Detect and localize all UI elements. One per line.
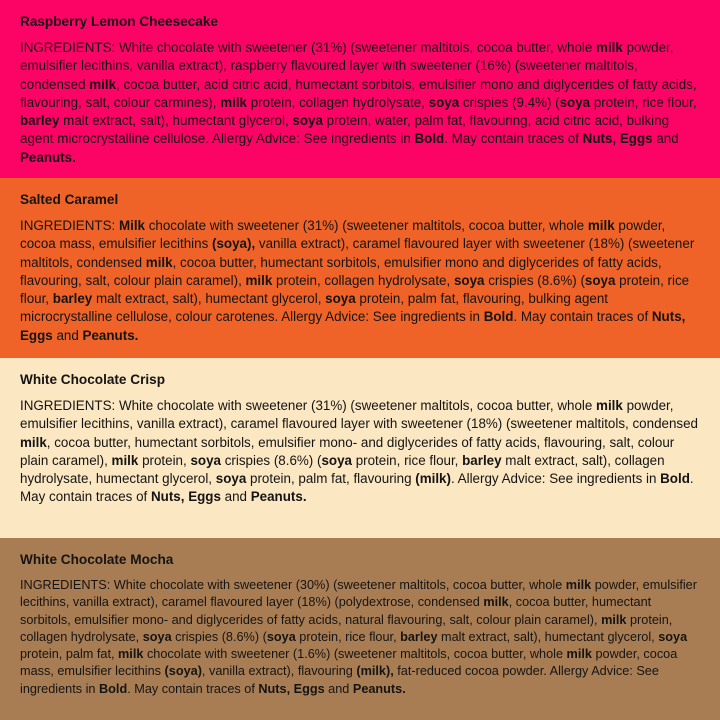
product-title: White Chocolate Mocha [20, 552, 174, 567]
ingredients-text [20, 39, 702, 167]
emphasized-ingredient: milk [20, 434, 47, 450]
emphasized-ingredient: soya [292, 113, 323, 129]
ingredient-run: INGREDIENTS: White chocolate with sweetener (31%) (sweetener maltitols, cocoa butter, whole [20, 398, 597, 413]
emphasized-ingredient: milk [596, 40, 623, 55]
emphasized-ingredient: Peanuts. [20, 149, 76, 165]
ingredient-run: protein, collagen hydrolysate, [247, 94, 429, 110]
emphasized-ingredient: Nuts, Eggs [258, 681, 325, 696]
ingredient-run: fat-reduced cocoa powder. Allergy Advice: See ingredients in [20, 664, 659, 696]
ingredient-run: protein, palm fat, flavouring, bulking agent microcrystalline cellulose, colour carotenes. Allergy Advice: See ingredients in [20, 291, 609, 325]
emphasized-ingredient: barley [400, 629, 438, 644]
ingredient-run: powder, cocoa mass, emulsifier lecithins [20, 647, 678, 679]
ingredient-run: INGREDIENTS: White chocolate with sweetener (30%) (sweetener maltitols, cocoa butter, whole [20, 578, 566, 592]
product-title: Raspberry Lemon Cheesecake [20, 14, 218, 29]
emphasized-ingredient: milk [596, 398, 623, 413]
emphasized-ingredient: milk [566, 647, 592, 662]
emphasized-ingredient: soya [190, 452, 221, 468]
product-title: Salted Caramel [20, 192, 119, 207]
ingredient-run: chocolate with sweetener (1.6%) (sweetener maltitols, cocoa butter, whole [143, 647, 567, 662]
ingredient-run: and [652, 131, 679, 147]
panel-salted-caramel [0, 178, 720, 358]
emphasized-ingredient: Bold [483, 309, 514, 325]
emphasized-ingredient: Peanuts. [82, 327, 139, 343]
ingredient-run: crispies (8.6%) ( [220, 452, 322, 468]
emphasized-ingredient: milk [118, 647, 144, 662]
ingredient-run: protein, palm fat, flavouring [246, 471, 416, 487]
ingredient-run: , cocoa butter, humectant sorbitols, emulsifier mono and diglycerides of fatty acids, flavouring, salt, colour plain caramel), [20, 254, 662, 288]
emphasized-ingredient: (milk), [356, 664, 394, 679]
emphasized-ingredient: barley [20, 113, 60, 129]
ingredient-run: , vanilla extract), flavouring [201, 664, 357, 679]
emphasized-ingredient: Peanuts. [352, 681, 406, 696]
emphasized-ingredient: soya [453, 272, 485, 288]
emphasized-ingredient: barley [462, 452, 502, 468]
ingredient-run: crispies (8.6%) ( [171, 629, 267, 644]
ingredient-run: and [220, 489, 251, 505]
ingredient-run: protein, [138, 452, 191, 468]
emphasized-ingredient: milk [220, 94, 247, 110]
ingredient-run: crispies (9.4%) ( [459, 94, 560, 110]
emphasized-ingredient: milk [89, 76, 117, 92]
ingredient-run: protein, palm fat, [20, 647, 119, 662]
emphasized-ingredient: Bold [414, 131, 445, 147]
ingredient-run: malt extract, salt), collagen hydrolysate, humectant glycerol, [20, 452, 665, 487]
emphasized-ingredient: Nuts, Eggs [20, 309, 686, 343]
emphasized-ingredient: soya [658, 629, 688, 644]
emphasized-ingredient: soya [142, 629, 172, 644]
ingredient-run: . May contain traces of [127, 681, 259, 696]
emphasized-ingredient: barley [52, 291, 93, 307]
ingredient-run: crispies (8.6%) ( [484, 272, 585, 288]
emphasized-ingredient: soya [428, 94, 460, 110]
emphasized-ingredient: soya [325, 291, 356, 307]
emphasized-ingredient: soya [266, 629, 296, 644]
ingredient-run: chocolate with sweetener (31%) (sweetener maltitols, cocoa butter, whole [145, 218, 588, 233]
ingredient-run: malt extract, salt), humectant glycerol, [437, 629, 659, 644]
emphasized-ingredient: Milk [118, 218, 145, 233]
emphasized-ingredient: Nuts, Eggs [582, 131, 653, 147]
ingredient-run: malt extract, salt), humectant glycerol, [92, 291, 326, 307]
panel-raspberry-lemon-cheesecake [0, 0, 720, 178]
ingredient-run: . May contain traces of [513, 309, 652, 325]
emphasized-ingredient: milk [483, 595, 509, 610]
emphasized-ingredient: milk [245, 272, 273, 288]
emphasized-ingredient: soya [584, 272, 616, 288]
emphasized-ingredient: Nuts, Eggs [151, 489, 221, 505]
ingredient-run: protein, rice flour, [590, 94, 697, 110]
ingredient-run: malt extract, salt), humectant glycerol, [59, 113, 293, 129]
emphasized-ingredient: (soya), [212, 236, 256, 252]
emphasized-ingredient: (milk) [415, 471, 451, 487]
ingredients-text [20, 577, 702, 698]
ingredients-text [20, 397, 702, 507]
emphasized-ingredient: (soya) [164, 664, 202, 679]
emphasized-ingredient: milk [111, 452, 139, 468]
emphasized-ingredient: milk [565, 578, 592, 592]
emphasized-ingredient: milk [601, 612, 627, 627]
emphasized-ingredient: milk [145, 254, 173, 270]
panel-white-chocolate-crisp [0, 358, 720, 538]
product-title: White Chocolate Crisp [20, 372, 166, 387]
ingredient-run: vanilla extract), caramel flavoured layer with sweetener (18%) (sweetener maltitols, condensed [20, 236, 695, 270]
ingredient-run: powder, cocoa mass, emulsifier lecithins [20, 218, 666, 252]
ingredient-run: . May contain traces of [444, 131, 583, 147]
emphasized-ingredient: Peanuts. [250, 489, 307, 505]
ingredient-run: . Allergy Advice: See ingredients in [450, 471, 661, 487]
ingredient-run: protein, collagen hydrolysate, [20, 612, 673, 644]
emphasized-ingredient: Bold [99, 681, 128, 696]
ingredient-run: protein, rice flour, [351, 452, 463, 468]
ingredient-run: and [324, 681, 353, 696]
ingredient-run: . May contain traces of [20, 471, 694, 505]
ingredient-run: protein, rice flour, [20, 272, 690, 307]
ingredient-run: and [52, 327, 83, 343]
emphasized-ingredient: soya [215, 471, 247, 487]
ingredient-run: protein, collagen hydrolysate, [272, 272, 454, 288]
ingredients-text [20, 217, 702, 345]
ingredient-run: , cocoa butter, humectant sorbitols, emulsifier mono- and diglycerides of fatty acids, flavouring, salt, colour plain caramel), [20, 434, 675, 468]
ingredient-run: powder, emulsifier lecithins, vanilla extract), caramel flavoured layer (18%) (polydextrose, condensed [20, 578, 697, 610]
ingredient-run: INGREDIENTS: [20, 218, 119, 233]
ingredient-run: INGREDIENTS: White chocolate with sweetener (31%) (sweetener maltitols, cocoa butter, whole [20, 40, 597, 55]
emphasized-ingredient: soya [321, 452, 352, 468]
ingredient-run: , cocoa butter, acid citric acid, humectant sorbitols, emulsifier mono and diglycerides of fatty acids, flavouring, salt, colour carmines), [20, 76, 697, 110]
ingredient-run: powder, emulsifier lecithins, vanilla extract), raspberry flavoured layer with sweetener (16%) (sweetener maltitols, condensed [20, 40, 674, 92]
ingredient-run: powder, emulsifier lecithins, vanilla extract), caramel flavoured layer with sweetener (18%) (sweetener maltitols, condensed [20, 398, 699, 432]
ingredient-run: protein, water, palm fat, flavouring, acid citric acid, bulking agent microcrystalline cellulose. Allergy Advice: See ingredients in [20, 113, 670, 147]
emphasized-ingredient: Bold [660, 471, 690, 487]
ingredient-run: protein, rice flour, [295, 629, 401, 644]
emphasized-ingredient: soya [559, 94, 591, 110]
emphasized-ingredient: milk [587, 218, 615, 233]
ingredient-run: , cocoa butter, humectant sorbitols, emulsifier mono- and diglycerides of fatty acids, natural flavouring, salt, colour plain caramel), [20, 595, 652, 627]
panel-white-chocolate-mocha [0, 538, 720, 720]
